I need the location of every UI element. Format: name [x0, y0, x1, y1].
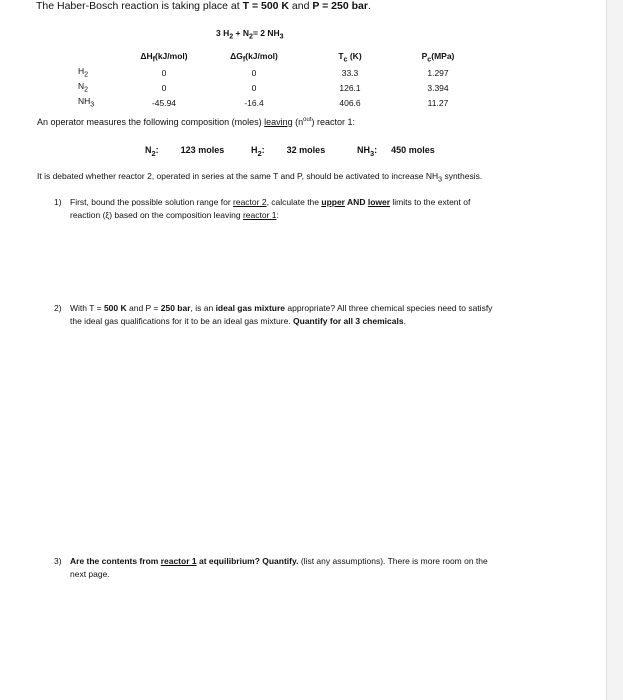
- composition-h2: $H_2$: 32 moles: [251, 145, 326, 158]
- debate-statement: It is debated whether reactor 2, operated in series at the same T and P, should be activated to increase $NH_3$ synthesis.: [37, 171, 483, 184]
- question-1: 1) First, bound the possible solution range for reactor 2, calculate the upper AND lower limits to the extent of reaction (ξ) based on the composition leaving reactor 1:: [54, 197, 471, 220]
- table-header-row: [72, 51, 482, 66]
- header-pc: $P_c(MPa)$: [421, 51, 455, 64]
- composition-nh3: $NH_3$: 450 moles: [357, 145, 435, 158]
- table-row: $NH_3$ -45.94 -16.4 406.6 11.27: [72, 96, 482, 111]
- measurement-statement: An operator measures the following composition (moles) leaving $(n^{out})$ reactor 1:: [37, 117, 356, 127]
- question-3: 3) Are the contents from reactor 1 at equilibrium? Quantify. (list any assumptions). There is more room on the next page.: [54, 556, 488, 579]
- species-cell: $NH_3$: [78, 95, 95, 109]
- table-row: $H_2$ 0 0 33.3 1.297: [72, 66, 482, 81]
- problem-intro: The Haber-Bosch reaction is taking place at T = 500 K and P = 250 bar.: [36, 0, 371, 12]
- question-2: 2) With T = 500 K and P = 250 bar, is an ideal gas mixture appropriate? All three chemical species need to satisfy the ideal gas qualifications for it to be an ideal gas mixture. Quantify for all 3 chemicals.: [54, 303, 493, 326]
- header-dg: $\Delta G_f(kJ/mol)$: [230, 51, 278, 64]
- header-dh: $\Delta H_f(kJ/mol)$: [140, 51, 188, 64]
- species-cell: $H_2$: [78, 65, 89, 79]
- header-tc: $T_c$ (K): [338, 51, 362, 64]
- properties-table: [72, 51, 482, 111]
- reaction-equation: 3 $H_2 + N_2= 2$ $NH_3$: [216, 28, 284, 41]
- table-row: $N_2$ 0 0 126.1 3.394: [72, 81, 482, 96]
- composition-n2: $N_2$: 123 moles: [145, 145, 225, 158]
- species-cell: $N_2$: [78, 80, 89, 94]
